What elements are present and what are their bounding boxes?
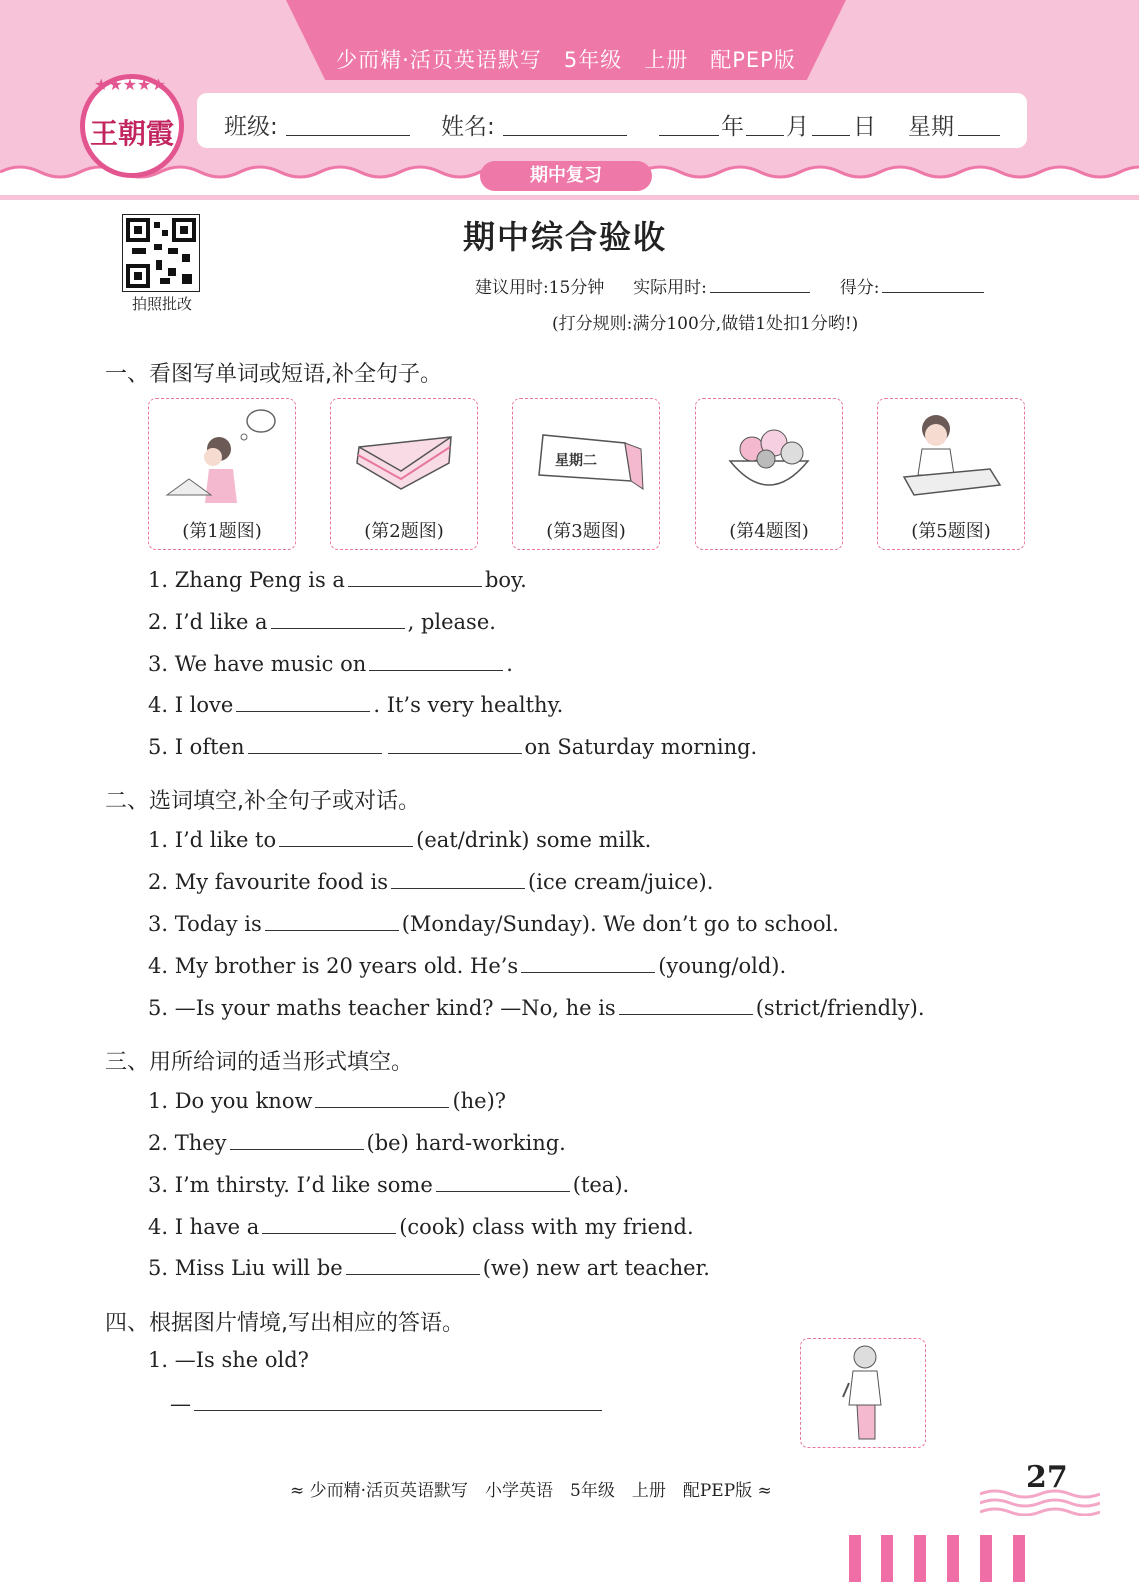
- weekday-label: 星期: [908, 114, 954, 140]
- question: 4. My brother is 20 years old. He’s (young/old).: [148, 954, 787, 978]
- boy-doing-homework-icon: [878, 399, 1024, 509]
- section2-heading: 二、选词填空,补全句子或对话。: [105, 789, 420, 814]
- question: 1. —Is she old?: [148, 1348, 309, 1372]
- picture-card: [512, 398, 660, 550]
- question: 3. Today is (Monday/Sunday). We don’t go to school.: [148, 912, 839, 936]
- answer-blank[interactable]: [279, 826, 413, 847]
- picture-card: [877, 398, 1025, 550]
- day-field[interactable]: [812, 135, 850, 136]
- class-field[interactable]: [286, 135, 410, 136]
- answer-blank[interactable]: [436, 1171, 570, 1192]
- section3-heading: 三、用所给词的适当形式填空。: [105, 1050, 414, 1075]
- answer-blank[interactable]: [521, 952, 655, 973]
- picture-card: [695, 398, 843, 550]
- question: 2. They (be) hard-working.: [148, 1131, 566, 1155]
- class-label: 班级:: [224, 114, 278, 140]
- salad-bowl-icon: [696, 399, 842, 509]
- question: 4. I love . It’s very healthy.: [148, 693, 564, 717]
- logo-stars-icon: [88, 68, 178, 96]
- question: 2. I’d like a , please.: [148, 610, 496, 634]
- picture-caption: (第5题图): [911, 521, 991, 542]
- question: 4. I have a (cook) class with my friend.: [148, 1215, 694, 1239]
- logo-text: 王朝霞: [89, 117, 174, 150]
- month-label: 月: [786, 114, 809, 140]
- answer-blank[interactable]: [230, 1129, 364, 1150]
- year-label: 年: [721, 114, 744, 140]
- decor-stripe: [1013, 1535, 1025, 1582]
- picture-caption: (第2题图): [364, 521, 444, 542]
- decor-stripe: [980, 1535, 992, 1582]
- page-title: 期中综合验收: [462, 218, 667, 256]
- month-field[interactable]: [746, 135, 784, 136]
- answer-blank[interactable]: [265, 910, 399, 931]
- section4-heading: 四、根据图片情境,写出相应的答语。: [105, 1311, 464, 1336]
- score-field[interactable]: [882, 272, 984, 293]
- answer-blank[interactable]: [388, 733, 522, 754]
- answer-blank[interactable]: [619, 994, 753, 1015]
- question: 1. Zhang Peng is a boy.: [148, 568, 527, 592]
- question: 5. Miss Liu will be (we) new art teacher.: [148, 1256, 710, 1280]
- qr-code-icon[interactable]: [122, 214, 200, 292]
- svg-text:★★★★★: ★★★★★: [94, 75, 166, 94]
- question: 1. Do you know (he)?: [148, 1089, 507, 1113]
- picture-caption: (第4题图): [729, 521, 809, 542]
- year-field[interactable]: [659, 135, 719, 136]
- question: 2. My favourite food is (ice cream/juice).: [148, 870, 714, 894]
- answer-blank[interactable]: [271, 608, 405, 629]
- calendar-text: 星期二: [555, 453, 597, 469]
- answer-blank[interactable]: [315, 1087, 449, 1108]
- actual-time-field[interactable]: [710, 272, 810, 293]
- answer-blank[interactable]: [248, 733, 382, 754]
- decor-stripe: [849, 1535, 861, 1582]
- old-woman-icon: [801, 1339, 925, 1447]
- question: 5. —Is your maths teacher kind? —No, he is (strict/friendly).: [148, 996, 925, 1020]
- day-label: 日: [853, 114, 876, 140]
- answer-blank[interactable]: [346, 1254, 480, 1275]
- picture-card: [800, 1338, 926, 1448]
- question: 1. I’d like to (eat/drink) some milk.: [148, 828, 652, 852]
- picture-caption: (第1题图): [182, 521, 262, 542]
- name-field[interactable]: [503, 135, 627, 136]
- answer-blank[interactable]: [194, 1390, 602, 1411]
- section1-heading: 一、看图写单词或短语,补全句子。: [105, 362, 442, 387]
- section-badge: 期中复习: [480, 161, 652, 191]
- question: 3. We have music on .: [148, 652, 513, 676]
- scoring-rule: (打分规则:满分100分,做错1处扣1分哟!): [552, 314, 859, 334]
- answer-blank[interactable]: [391, 868, 525, 889]
- sandwich-icon: [331, 399, 477, 509]
- actual-time-label: 实际用时:: [633, 278, 707, 298]
- qr-label: 拍照批改: [131, 295, 192, 313]
- picture-caption: (第3题图): [546, 521, 626, 542]
- answer-blank[interactable]: [236, 691, 370, 712]
- page-number: 27: [1026, 1460, 1068, 1495]
- calendar-icon: [513, 399, 659, 509]
- answer-line: —: [170, 1390, 605, 1416]
- question: 3. I’m thirsty. I’d like some (tea).: [148, 1173, 630, 1197]
- thinking-girl-icon: [149, 399, 295, 509]
- suggested-time: 建议用时:15分钟: [475, 278, 605, 298]
- footer-text: ≈ 少而精·活页英语默写 小学英语 5年级 上册 配PEP版 ≈: [290, 1481, 772, 1501]
- banner-title: 少而精·活页英语默写 5年级 上册 配PEP版: [336, 48, 796, 72]
- score-label: 得分:: [839, 278, 880, 298]
- decor-stripe: [947, 1535, 959, 1582]
- answer-blank[interactable]: [369, 650, 503, 671]
- picture-card: [148, 398, 296, 550]
- name-label: 姓名:: [441, 114, 495, 140]
- student-info-box: [197, 93, 1027, 148]
- answer-blank[interactable]: [262, 1213, 396, 1234]
- decor-stripe: [914, 1535, 926, 1582]
- question: 5. I often on Saturday morning.: [148, 735, 758, 759]
- answer-blank[interactable]: [348, 566, 482, 587]
- weekday-field[interactable]: [958, 135, 1000, 136]
- picture-card: [330, 398, 478, 550]
- time-info: [475, 272, 987, 298]
- decor-stripe: [881, 1535, 893, 1582]
